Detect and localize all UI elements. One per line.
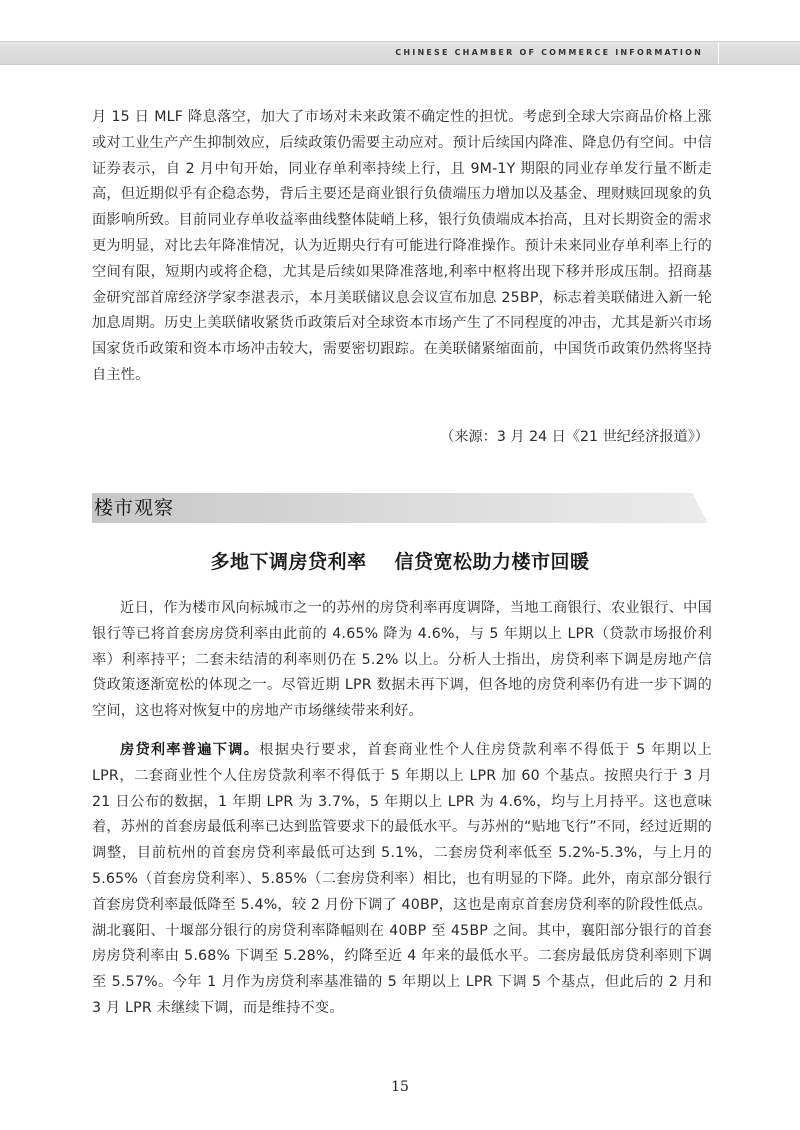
source-citation: （来源：3 月 24 日《21 世纪经济报道》） <box>440 429 709 445</box>
article-title <box>92 548 708 576</box>
paragraph-body: 根据央行要求，首套商业性个人住房贷款利率不得低于 5 年期以上 LPR，二套商业性个人住房贷款利率不得低于 5 年期以上 LPR 加 60 个基点。按照央行于 3 月 21 日公布的数据，1 年期 LPR 为 3.7%，5 年期以上 LPR 为 4.6%，均与上月持平。这也意味着，苏州的首套房最低利率已达到监管要求下的最低水平。与苏州的“贴地飞行”不同，经过近期的调整，目前杭州的首套房贷利率最低可达到 5.1%，二套房贷利率低至 5.2%-5.3%，与上月的 5.65%（首套房贷利率）、5.85%（二套房贷利率）相比，也有明显的下降。此外，南京部分银行首套房贷利率最低降至 5.4%，较 2 月份下调了 40BP，这也是南京首套房贷利率的阶段性低点。湖北襄阳、十堰部分银行的房贷利率降幅则在 40BP 至 45BP 之间。其中，襄阳部分银行的首套房房贷利率由 5.68% 下调至 5.28%，约降至近 4 年来的最低水平。二套房最低房贷利率则下调至 5.57%。今年 1 月作为房贷利率基准锚的 5 年期以上 LPR 下调 5 个基点，但此后的 2 月和 3 月 LPR 未继续下调，而是维持不变。 <box>92 742 713 1016</box>
article-title-part1: 多地下调房贷利率 <box>210 551 367 573</box>
paragraph-lead: 房贷利率普遍下调。 <box>120 742 260 758</box>
paragraph-top: 月 15 日 MLF 降息落空，加大了市场对未来政策不确定性的担忧。考虑到全球大宗商品价格上涨或对工业生产产生抑制效应，后续政策仍需要主动应对。预计后续国内降准、降息仍有空间。中信证券表示，自 2 月中旬开始，同业存单利率持续上行，且 9M-1Y 期限的同业存单发行量不断走高，但近期似乎有企稳态势，背后主要还是商业银行负债端压力增加以及基金、理财赎回现象的负面影响所致。目前同业存单收益率曲线整体陡峭上移，银行负债端成本抬高，且对长期资金的需求更为明显，对比去年降准情况，认为近期央行有可能进行降准操作。预计未来同业存单利率上行的空间有限，短期内或将企稳，尤其是后续如果降准落地,利率中枢将出现下移并形成压制。招商基金研究部首席经济学家李湛表示，本月美联储议息会议宣布加息 25BP，标志着美联储进入新一轮加息周期。历史上美联储收紧货币政策后对全球资本市场产生了不同程度的冲击，尤其是新兴市场国家货币政策和资本市场冲击较大，需要密切跟踪。在美联储紧缩面前，中国货币政策仍然将坚持自主性。 <box>92 109 712 383</box>
section-header <box>92 493 708 523</box>
article-paragraph-2 <box>92 738 712 1022</box>
publication-title: CHINESE CHAMBER OF COMMERCE INFORMATION <box>395 48 703 57</box>
article-title-part2: 信贷宽松助力楼市回暖 <box>394 551 590 573</box>
section-title: 楼市观察 <box>94 497 175 519</box>
section-bar-cut <box>692 493 708 523</box>
header-band <box>0 41 800 65</box>
article-paragraph-1: 近日，作为楼市风向标城市之一的苏州的房贷利率再度调降，当地工商银行、农业银行、中国银行等已将首套房房贷利率由此前的 4.65% 降为 4.6%，与 5 年期以上 LPR（贷款市场报价利率）利率持平；二套未结清的利率则仍在 5.2% 以上。分析人士指出，房贷利率下调是房地产信贷政策逐渐宽松的体现之一。尽管近期 LPR 数据未再下调，但各地的房贷利率仍有进一步下调的空间，这也将对恢复中的房地产市场继续带来利好。 <box>92 600 712 720</box>
page-number: 15 <box>391 1079 409 1095</box>
